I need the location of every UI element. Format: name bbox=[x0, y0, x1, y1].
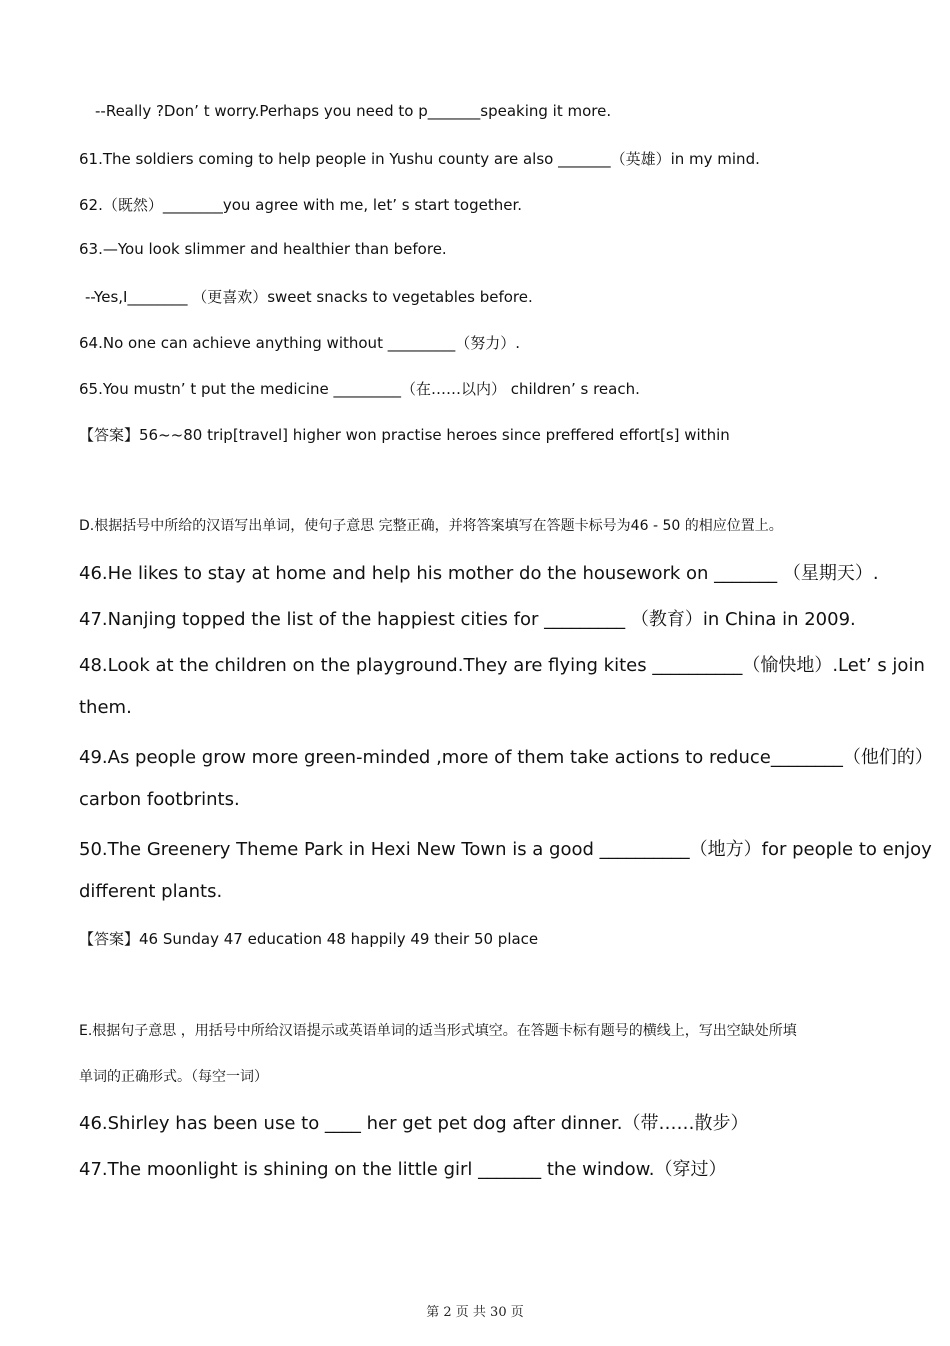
question-49-continued: carbon footbrints. bbox=[79, 789, 240, 810]
section-e-instruction-continued: 单词的正确形式。（每空一词） bbox=[79, 1069, 268, 1085]
question-47: 47.Nanjing topped the list of the happiest cities for _________ （教育）in China in 2009. bbox=[79, 609, 856, 630]
section-e-question-46: 46.Shirley has been use to ____ her get pet dog after dinner.（带……散步） bbox=[79, 1113, 749, 1134]
question-line: 62.（既然）________you agree with me, let’ s start together. bbox=[79, 196, 523, 214]
section-d-answer: 【答案】46 Sunday 47 education 48 happily 49 their 50 place bbox=[79, 930, 539, 948]
question-48: 48.Look at the children on the playground.They are flying kites __________（愉快地）.Let’ s join bbox=[79, 655, 925, 676]
question-line: 61.The soldiers coming to help people in Yushu county are also _______（英雄）in my mind. bbox=[79, 150, 760, 168]
section-e-instruction: E.根据句子意思 ，用括号中所给汉语提示或英语单词的适当形式填空。在答题卡标有题号的横线上，写出空缺处所填 bbox=[79, 1023, 797, 1039]
page-footer: 第 2 页 共 30 页 bbox=[426, 1305, 524, 1320]
question-49: 49.As people grow more green-minded ,more of them take actions to reduce________（他们的） bbox=[79, 747, 933, 768]
question-50-continued: different plants. bbox=[79, 881, 223, 902]
question-46: 46.He likes to stay at home and help his mother do the housework on _______ （星期天）. bbox=[79, 563, 879, 584]
question-50: 50.The Greenery Theme Park in Hexi New Town is a good __________（地方）for people to enjoy bbox=[79, 839, 932, 860]
question-48-continued: them. bbox=[79, 697, 132, 718]
answer-line: 【答案】56~~80 trip[travel] higher won practise heroes since preffered effort[s] within bbox=[79, 426, 730, 444]
question-line: --Really ?Don’ t worry.Perhaps you need to p_______speaking it more. bbox=[95, 102, 612, 120]
question-line: 64.No one can achieve anything without _________（努力）. bbox=[79, 334, 520, 352]
section-d-instruction: D.根据括号中所给的汉语写出单词，使句子意思 完整正确，并将答案填写在答题卡标号为46 - 50 的相应位置上。 bbox=[79, 518, 783, 534]
question-line: --Yes,I________ （更喜欢）sweet snacks to vegetables before. bbox=[85, 288, 533, 306]
section-e-question-47: 47.The moonlight is shining on the little girl _______ the window.（穿过） bbox=[79, 1159, 727, 1180]
question-line: 65.You mustn’ t put the medicine _________（在……以内） children’ s reach. bbox=[79, 380, 640, 398]
question-line: 63.—You look slimmer and healthier than before. bbox=[79, 240, 447, 258]
